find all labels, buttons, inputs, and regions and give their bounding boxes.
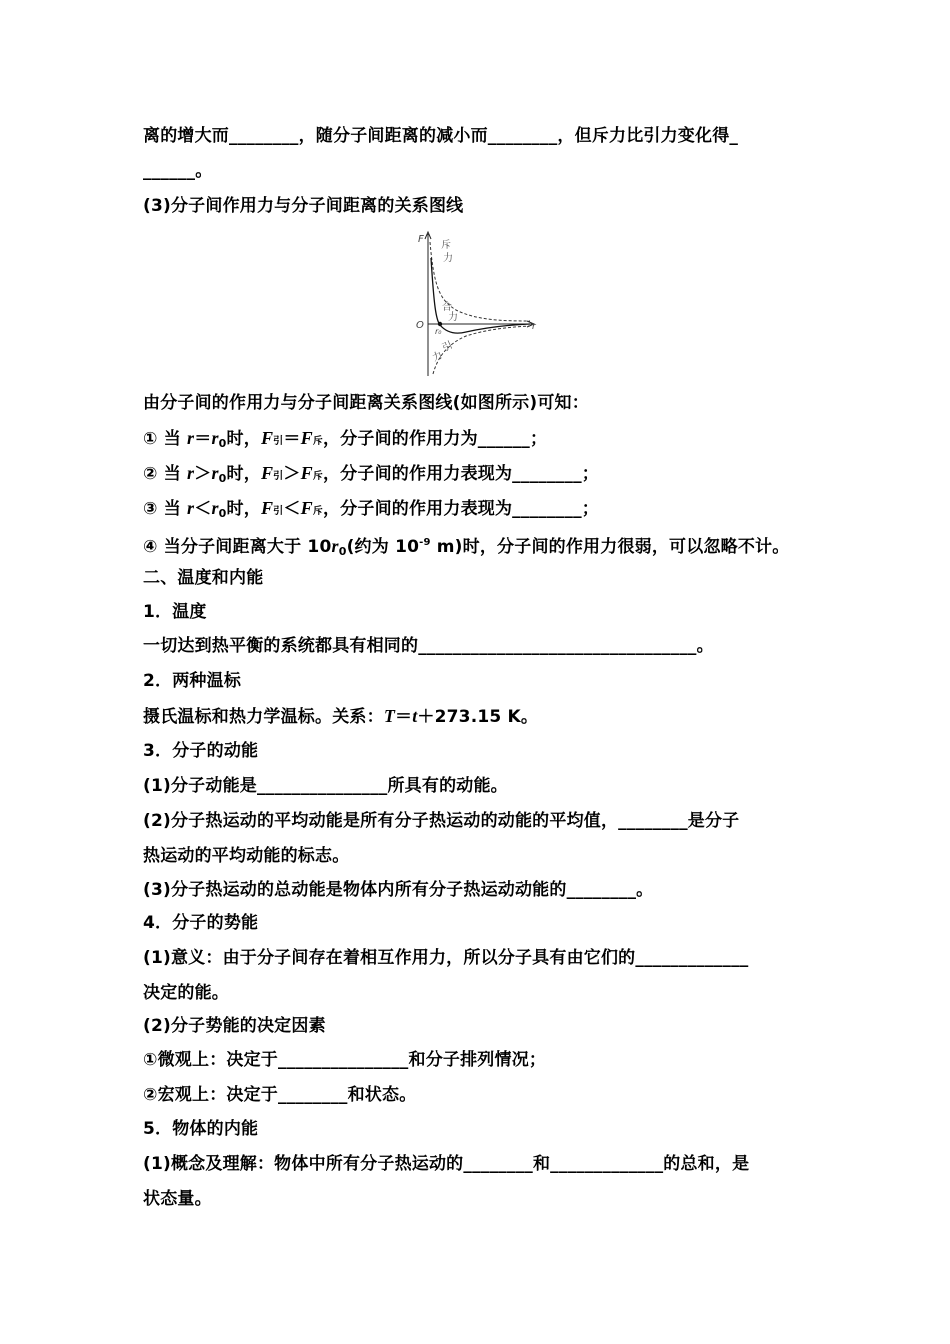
attraction-label-2: 力 — [430, 349, 445, 365]
text-line: 热运动的平均动能的标志。 — [143, 846, 350, 866]
net-label-1: 合 — [442, 302, 452, 313]
net-label-2: 力 — [448, 312, 458, 323]
text-line: (1)意义：由于分子间存在着相互作用力，所以分子具有由它们的_____________ — [143, 948, 749, 968]
r0-point — [438, 322, 442, 326]
repulsion-label-2: 力 — [443, 253, 453, 264]
text-line: 离的增大而________，随分子间距离的减小而________，但斥力比引力变化得_ — [143, 126, 739, 146]
x-axis-label: r — [532, 322, 536, 332]
section-heading: 二、温度和内能 — [143, 568, 264, 588]
condition-line-4: ④ 当分子间距离大于 $10r_0$(约为 $10^{-9}$ m)时，分子间的作用力很弱，可以忽略不计。 — [143, 536, 790, 558]
y-axis-label: F — [418, 234, 424, 245]
attraction-label-1: 引 — [440, 339, 455, 355]
text-line: (2)分子热运动的平均动能是所有分子热运动的动能的平均值，________是分子 — [143, 811, 740, 831]
force-curve-graph — [406, 228, 542, 378]
subsection-heading: 4．分子的势能 — [143, 913, 259, 933]
text-line: ①微观上：决定于_______________和分子排列情况； — [143, 1050, 547, 1070]
text-line: 由分子间的作用力与分子间距离关系图线(如图所示)可知： — [143, 393, 589, 413]
text-line: (2)分子势能的决定因素 — [143, 1016, 326, 1036]
text-line: 状态量。 — [143, 1189, 212, 1209]
condition-line-2: ② 当 $r>r_0$时，F引＞F斥，分子间的作用力表现为________； — [143, 463, 599, 485]
origin-label: O — [416, 320, 424, 331]
text-line: (1)概念及理解：物体中所有分子热运动的________和_____________的总和，是 — [143, 1154, 750, 1174]
text-line: 一切达到热平衡的系统都具有相同的________________________________。 — [143, 636, 714, 656]
text-line: ②宏观上：决定于________和状态。 — [143, 1085, 417, 1105]
text-line: (1)分子动能是_______________所具有的动能。 — [143, 776, 508, 796]
condition-line-3: ③ 当 $r<r_0$时，F引＜F斥，分子间的作用力表现为________； — [143, 498, 599, 520]
r0-label: r₀ — [435, 327, 442, 336]
text-line: (3)分子间作用力与分子间距离的关系图线 — [143, 196, 464, 216]
subsection-heading: 3．分子的动能 — [143, 741, 259, 761]
subsection-heading: 5．物体的内能 — [143, 1119, 259, 1139]
text-line: 决定的能。 — [143, 983, 229, 1003]
text-line: ______。 — [143, 161, 213, 181]
formula-line: 摄氏温标和热力学温标。关系：T＝t＋273.15 K。 — [143, 706, 539, 727]
repulsion-label-1: 斥 — [441, 240, 451, 251]
subsection-heading: 2．两种温标 — [143, 671, 242, 691]
condition-line-1: ① 当 $r=r_0$时，F引＝F斥，分子间的作用力为______； — [143, 428, 548, 450]
text-line: (3)分子热运动的总动能是物体内所有分子热运动动能的________。 — [143, 880, 654, 900]
force-distance-figure — [406, 228, 542, 378]
subsection-heading: 1．温度 — [143, 602, 207, 622]
net-force-curve — [431, 258, 530, 333]
